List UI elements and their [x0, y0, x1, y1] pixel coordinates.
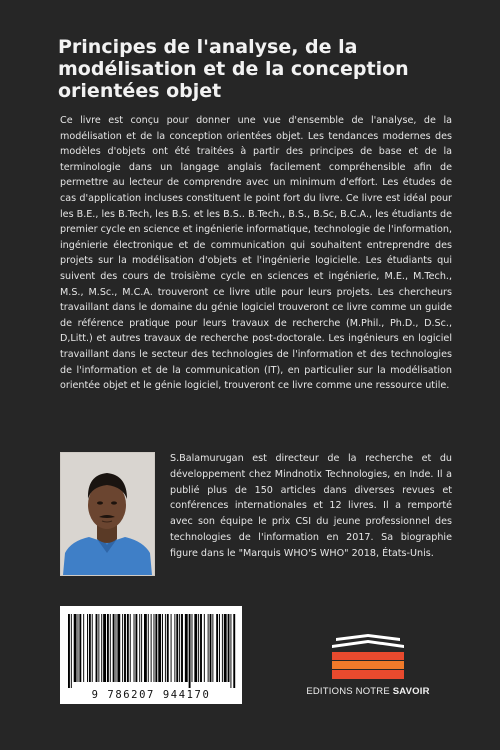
barcode-bar: [141, 614, 142, 682]
barcode-bar: [98, 614, 99, 682]
barcode-bar: [130, 614, 131, 682]
barcode-bar: [179, 614, 180, 682]
barcode-bar: [135, 614, 137, 682]
barcode-bar: [116, 614, 117, 682]
barcode-bars: [60, 606, 242, 688]
barcode-bar: [174, 614, 175, 682]
publisher-name-regular: EDITIONS NOTRE: [306, 686, 393, 697]
barcode-bar: [210, 614, 212, 682]
barcode-bar: [101, 614, 102, 682]
barcode-bar: [171, 614, 172, 682]
barcode-bar: [110, 614, 111, 682]
barcode-bar: [230, 614, 231, 688]
barcode-bar: [216, 614, 218, 682]
barcode-bar: [113, 614, 115, 682]
barcode-bar: [139, 614, 140, 682]
barcode-bar: [154, 614, 155, 682]
barcode-bar: [233, 614, 235, 688]
barcode-bar: [107, 614, 109, 682]
barcode-bar: [148, 614, 149, 682]
barcode-bar: [78, 614, 79, 682]
barcode-bar: [144, 614, 147, 682]
barcode-bar: [124, 614, 126, 682]
publisher-name-bold: SAVOIR: [392, 686, 430, 697]
barcode-bar: [162, 614, 163, 682]
barcode-bar: [122, 614, 123, 682]
book-stack-icon: [318, 630, 418, 690]
isbn-barcode: [60, 606, 242, 704]
barcode-bar: [155, 614, 157, 682]
barcode-bar: [117, 614, 120, 682]
barcode-bar: [194, 614, 197, 682]
barcode-bar: [87, 614, 88, 682]
barcode-bar: [228, 614, 230, 682]
barcode-bar: [134, 614, 135, 682]
barcode-bar: [200, 614, 202, 682]
barcode-bar: [198, 614, 199, 682]
barcode-bar: [167, 614, 169, 682]
publisher-name: [300, 686, 436, 697]
barcode-bar: [89, 614, 91, 682]
barcode-bar: [127, 614, 129, 682]
barcode-bar: [181, 614, 183, 682]
barcode-bar: [79, 614, 81, 682]
barcode-bar: [92, 614, 93, 682]
barcode-bar: [222, 614, 223, 682]
barcode-bar: [189, 614, 191, 688]
barcode-bar: [208, 614, 209, 682]
barcode-bar: [176, 614, 178, 682]
barcode-bar: [192, 614, 193, 682]
barcode-bar: [74, 614, 77, 682]
barcode-bar: [224, 614, 227, 682]
author-bio: S.Balamurugan est directeur de la recherche et du développement chez Mindnotix Technologies, en Inde. Il a publié plus de 150 articles dans diverses revues et conférences internationales et 12 livres. Il a remporté avec son équipe le prix CSI du jeune professionnel des technologies de l'information en 2017. Sa biographie figure dans le "Marquis WHO'S WHO" 2018, États-Unis.: [170, 453, 452, 559]
author-photo: [60, 452, 155, 576]
barcode-bar: [83, 614, 84, 682]
barcode-bar: [158, 614, 161, 682]
barcode-bar: [103, 614, 106, 682]
book-title: Principes de l'analyse, de la modélisation et de la conception orientées objet: [58, 36, 409, 102]
barcode-bar: [204, 614, 205, 682]
barcode-bar: [71, 614, 72, 688]
book-description: Ce livre est conçu pour donner une vue d'ensemble de l'analyse, de la modélisation et de la conception orientées objet. Les tendances modernes des modèles d'objets ont été traitées à partir des principes de base et de la terminologie dans un langage anglais facilement compréhensible afin de permettre au lecteur de comprendre avec un minimum d'effort. Les études de cas d'application incluses constituent le point fort du livre. Ce livre est idéal pour les B.E., les B.Tech, les B.S. et les B.S.. B.Tech., B.S., B.Sc, B.C.A., les étudiants de premier cycle en science et ingénierie informatique, technologie de l'information, ingénierie électronique et de communication qui souhaitent entreprendre des projets sur la modélisation d'objets et l'ingénierie logicielle. Les étudiants qui suivent des cours de troisième cycle en sciences et ingénierie, M.E., M.Tech., M.S., M.Sc., M.C.A. trouveront ce livre utile pour leurs projets. Les chercheurs travaillant dans le domaine du génie logiciel trouveront ce livre comme un guide de référence pratique pour leurs travaux de recherche (M.Phil., Ph.D., D.Sc., D,Litt.) et autres travaux de recherche post-doctorale. Les ingénieurs en logiciel travaillant dans le secteur des technologies de l'information et des technologies de l'information et de la communication (IT), en particulier sur la modélisation orientée objet et le génie logiciel, trouveront ce livre comme une ressource utile.: [60, 115, 452, 392]
barcode-bar: [219, 614, 220, 682]
barcode-bar: [185, 614, 188, 682]
isbn-number: 9 786207 944170: [91, 689, 211, 701]
barcode-bar: [212, 614, 213, 682]
barcode-bar: [151, 614, 152, 682]
barcode-bar: [96, 614, 98, 682]
barcode-bar: [68, 614, 70, 688]
author-portrait-image: [61, 453, 154, 575]
barcode-bar: [165, 614, 166, 682]
